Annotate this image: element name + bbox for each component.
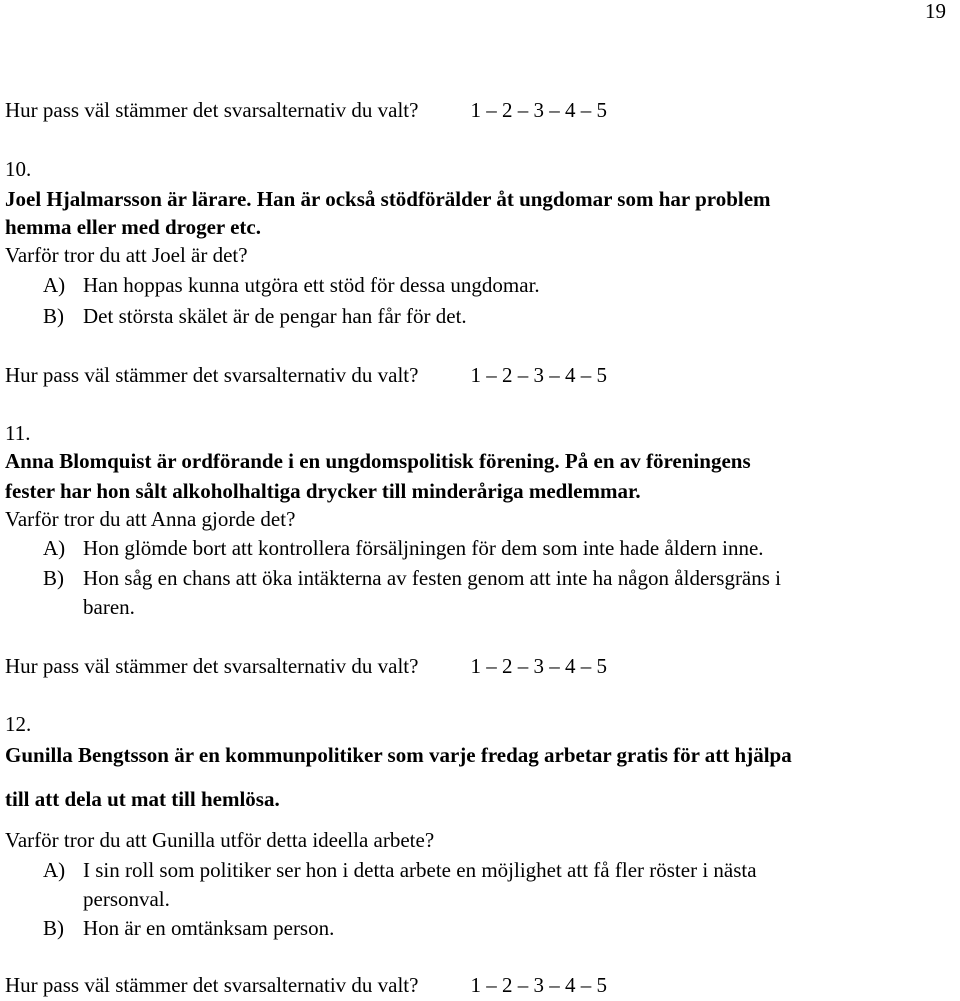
option-letter: A) — [43, 273, 66, 297]
item-number: 12. — [5, 712, 32, 736]
question-text: Varför tror du att Joel är det? — [5, 243, 248, 267]
option-text: Hon såg en chans att öka intäkterna av festen genom att inte ha någon åldersgräns i — [83, 566, 782, 590]
option-text-continued: baren. — [83, 595, 135, 619]
rating-line — [5, 362, 607, 388]
option-b — [43, 565, 781, 591]
option-letter: B) — [43, 916, 64, 940]
rating-scale: 1 – 2 – 3 – 4 – 5 — [470, 98, 607, 122]
scenario-text: Anna Blomquist är ordförande i en ungdomspolitisk förening. På en av föreningens — [5, 449, 751, 473]
scenario-text: till att dela ut mat till hemlösa. — [5, 787, 280, 811]
option-text: I sin roll som politiker ser hon i detta arbete en möjlighet att få fler röster i nästa — [83, 858, 757, 882]
option-letter: A) — [43, 858, 66, 882]
rating-line — [5, 972, 607, 998]
option-text: Hon är en omtänksam person. — [83, 916, 335, 940]
option-letter: A) — [43, 536, 66, 560]
option-text: Det största skälet är de pengar han får för det. — [83, 304, 467, 328]
option-text-continued: personval. — [83, 887, 170, 911]
scenario-text: Joel Hjalmarsson är lärare. Han är också stödförälder åt ungdomar som har problem — [5, 187, 771, 211]
rating-question: Hur pass väl stämmer det svarsalternativ du valt? — [5, 654, 419, 678]
option-b — [43, 303, 467, 329]
rating-line — [5, 653, 607, 679]
rating-scale: 1 – 2 – 3 – 4 – 5 — [470, 363, 607, 387]
rating-question: Hur pass väl stämmer det svarsalternativ du valt? — [5, 363, 419, 387]
scenario-text: hemma eller med droger etc. — [5, 215, 261, 239]
question-text: Varför tror du att Anna gjorde det? — [5, 507, 296, 531]
scenario-text: fester har hon sålt alkoholhaltiga drycker till minderåriga medlemmar. — [5, 479, 641, 503]
option-a — [43, 857, 757, 883]
rating-scale: 1 – 2 – 3 – 4 – 5 — [470, 654, 607, 678]
question-text: Varför tror du att Gunilla utför detta ideella arbete? — [5, 828, 435, 852]
rating-question: Hur pass väl stämmer det svarsalternativ du valt? — [5, 98, 419, 122]
rating-line — [5, 97, 607, 123]
rating-question: Hur pass väl stämmer det svarsalternativ du valt? — [5, 973, 419, 997]
option-a — [43, 272, 540, 298]
option-letter: B) — [43, 566, 64, 590]
option-letter: B) — [43, 304, 64, 328]
page-number: 19 — [925, 0, 946, 23]
rating-scale: 1 – 2 – 3 – 4 – 5 — [470, 973, 607, 997]
option-a — [43, 535, 764, 561]
item-number: 11. — [5, 421, 31, 445]
scenario-text: Gunilla Bengtsson är en kommunpolitiker som varje fredag arbetar gratis för att hjälpa — [5, 743, 792, 767]
option-b — [43, 915, 334, 941]
item-number: 10. — [5, 157, 32, 181]
option-text: Hon glömde bort att kontrollera försäljningen för dem som inte hade åldern inne. — [83, 536, 764, 560]
option-text: Han hoppas kunna utgöra ett stöd för dessa ungdomar. — [83, 273, 540, 297]
